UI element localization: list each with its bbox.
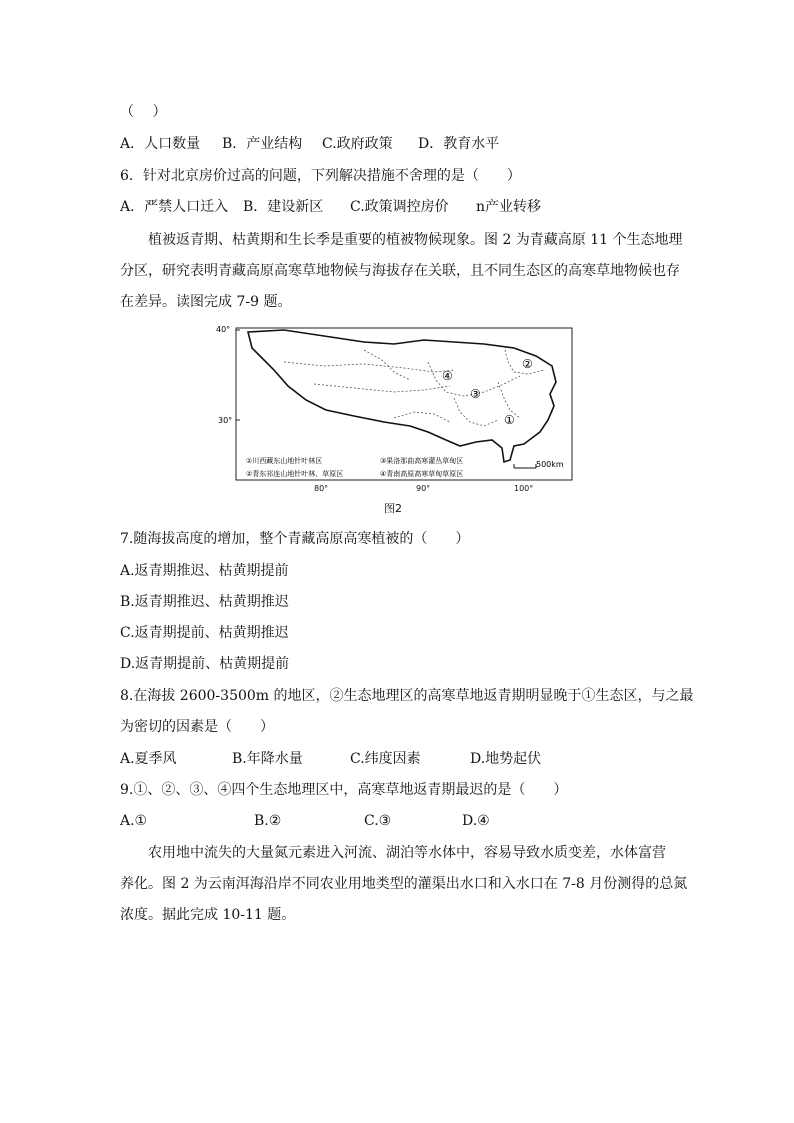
q5-option-c: C.政府政策 — [322, 136, 393, 152]
region-mark-4: ④ — [442, 369, 453, 383]
q5-stem: （ ） — [120, 104, 167, 120]
q8-stem-line2: 为密切的因素是（ ） — [120, 719, 274, 735]
passage1-line3: 在差异。读图完成 7-9 题。 — [120, 294, 292, 310]
passage2-line3: 浓度。据此完成 10-11 题。 — [120, 907, 296, 923]
q6-stem: 6．针对北京房价过高的问题，下列解决措施不舍理的是（ ） — [120, 168, 521, 184]
legend-2: ②青东祁连山地针叶林、草原区 — [246, 470, 344, 478]
q9-stem: 9.①、②、③、④四个生态地理区中，高寒草地返青期最迟的是（ ） — [120, 782, 568, 798]
q8-option-d: D.地势起伏 — [470, 751, 542, 767]
q5-option-d: D．教育水平 — [418, 136, 500, 152]
lon-label-100: 100° — [514, 484, 534, 493]
q7-option-d: D.返青期提前、枯黄期提前 — [120, 656, 290, 672]
q7-stem: 7.随海拔高度的增加，整个青藏高原高寒植被的（ ） — [120, 531, 470, 547]
q8-stem-line1: 8.在海拔 2600-3500m 的地区，②生态地理区的高寒草地返青期明显晚于①生态区，与之最 — [120, 688, 694, 704]
scale-label: 500km — [536, 460, 564, 469]
lon-label-80: 80° — [314, 484, 329, 493]
tibet-ecoregion-map — [214, 322, 576, 484]
figure-caption: 图2 — [384, 502, 402, 515]
q6-option-d: n产业转移 — [476, 199, 542, 215]
legend-3: ③果洛那曲高寒灌丛草甸区 — [380, 457, 464, 465]
q9-option-b: B.② — [254, 813, 282, 829]
q9-option-d: D.④ — [462, 813, 490, 829]
q8-option-c: C.纬度因素 — [350, 751, 421, 767]
legend-1: ①川西藏东山地针叶林区 — [246, 457, 323, 465]
region-mark-2: ② — [522, 357, 533, 371]
region-mark-1: ① — [504, 413, 515, 427]
q8-option-a: A.夏季风 — [120, 751, 177, 767]
passage2-line2: 养化。图 2 为云南洱海沿岸不同农业用地类型的灌渠出水口和入水口在 7-8 月份测得的总氮 — [120, 876, 688, 892]
q5-option-b: B．产业结构 — [222, 136, 303, 152]
q6-option-c: C.政策调控房价 — [350, 199, 449, 215]
passage2-line1: 农用地中流失的大量氮元素进入河流、湖泊等水体中，容易导致水质变差，水体富营 — [148, 845, 666, 861]
plateau-outline — [248, 330, 556, 462]
q5-option-a: A．人口数量 — [120, 136, 201, 152]
q6-option-b: B．建设新区 — [243, 199, 324, 215]
q9-option-a: A.① — [120, 813, 148, 829]
passage1-line2: 分区，研究表明青藏高原高寒草地物候与海拔存在关联，且不同生态区的高寒草地物候也存 — [120, 263, 680, 279]
q7-option-c: C.返青期提前、枯黄期推迟 — [120, 625, 289, 641]
q9-option-c: C.③ — [364, 813, 392, 829]
q6-option-a: A．严禁人口迁入 — [120, 199, 229, 215]
legend-4: ④青南高原高寒草甸草原区 — [380, 470, 464, 478]
lon-label-90: 90° — [416, 484, 431, 493]
lat-label-40: 40° — [216, 325, 231, 334]
q7-option-a: A.返青期推迟、枯黄期提前 — [120, 563, 289, 579]
lat-label-30: 30° — [218, 416, 233, 425]
q8-option-b: B.年降水量 — [232, 751, 303, 767]
passage1-line1: 植被返青期、枯黄期和生长季是重要的植被物候现象。图 2 为青藏高原 11 个生态地理 — [148, 232, 683, 248]
q7-option-b: B.返青期推迟、枯黄期推迟 — [120, 594, 289, 610]
map-svg — [214, 322, 576, 484]
region-mark-3: ③ — [470, 387, 481, 401]
